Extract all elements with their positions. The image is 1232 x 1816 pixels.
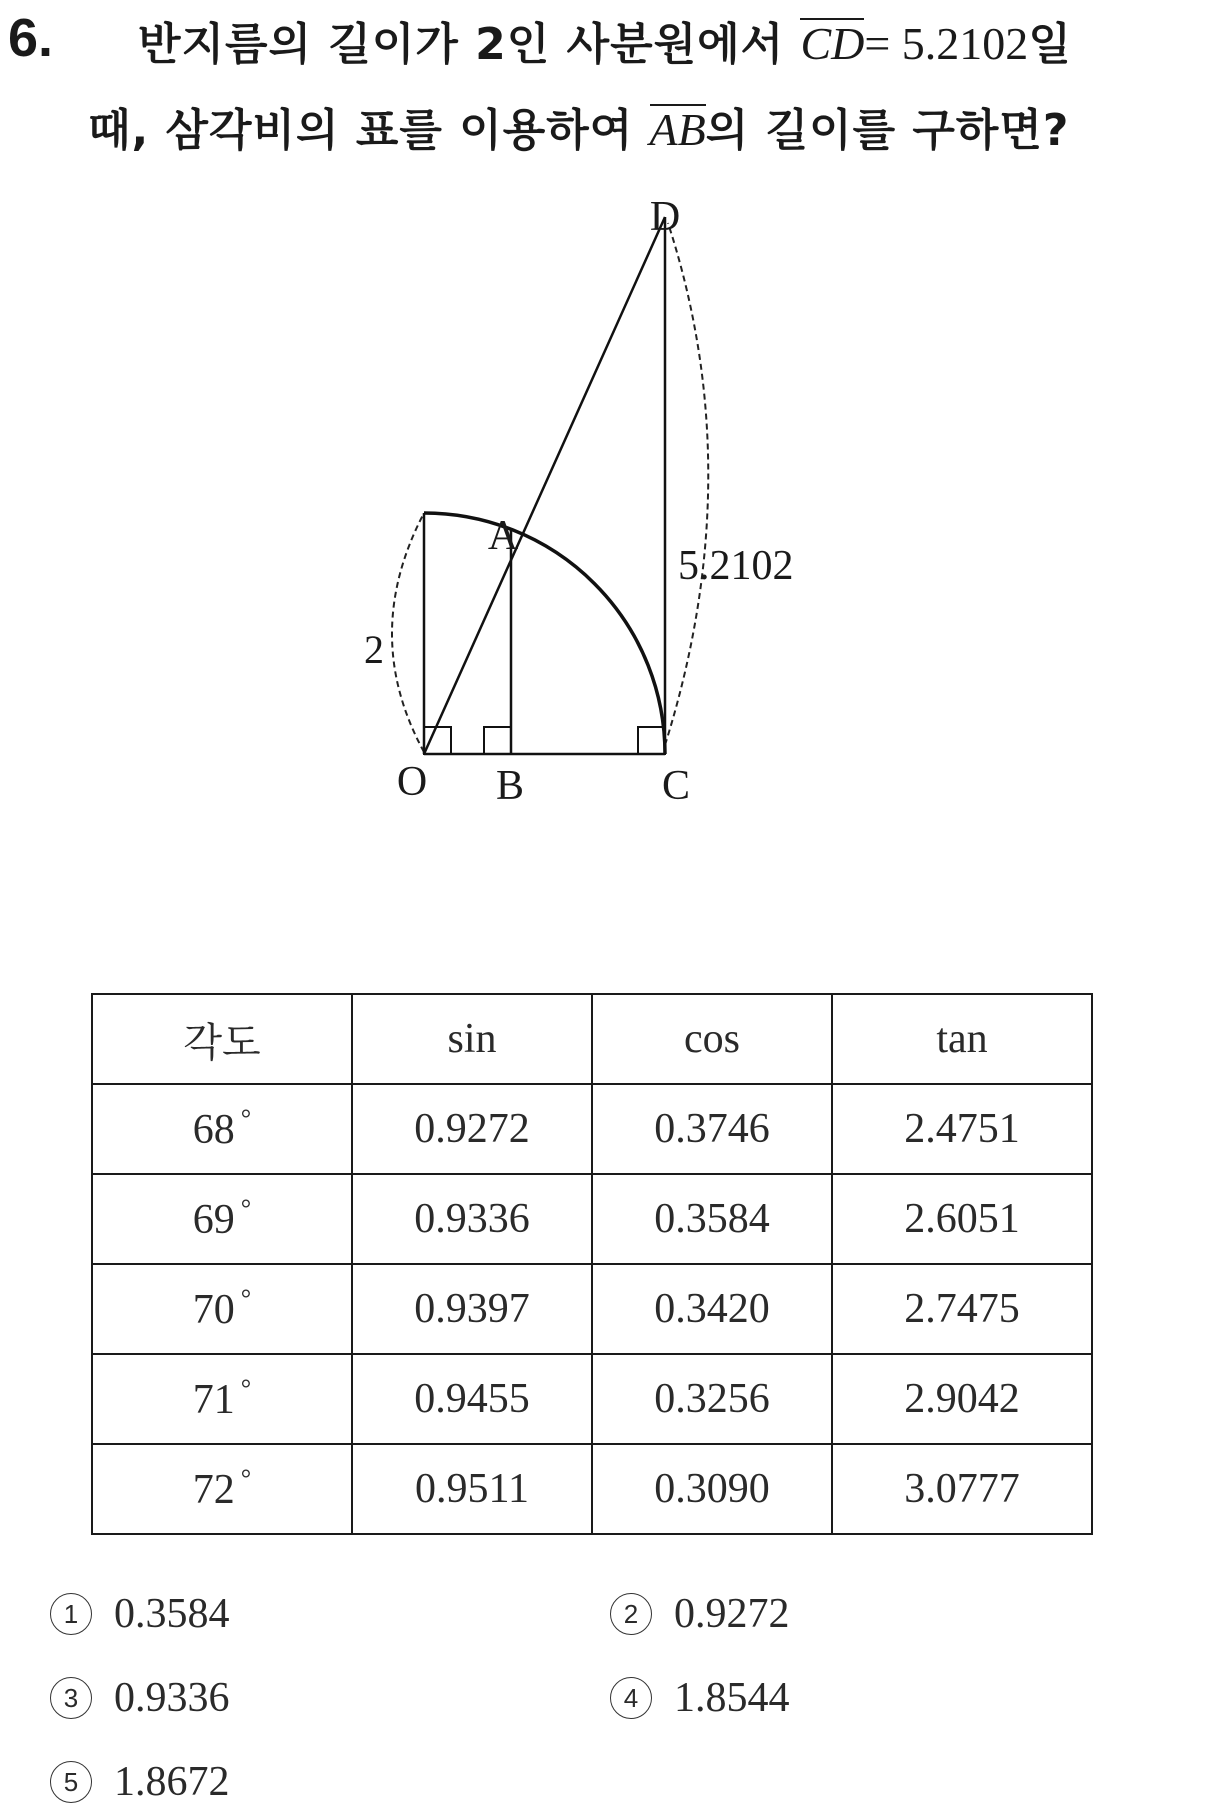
quarter-circle-arc	[424, 513, 665, 754]
trig-ratio-table	[91, 993, 1093, 1535]
sin-cell: 0.9272	[352, 1084, 592, 1174]
question-text-prefix: 반지름의 길이가 2인 사분원에서	[138, 19, 785, 70]
question-number: 6.	[8, 8, 54, 68]
angle-cell: 72 °	[92, 1444, 352, 1534]
cos-cell: 0.3584	[592, 1174, 832, 1264]
tan-cell: 2.6051	[832, 1174, 1092, 1264]
segment-cd-label: CD	[800, 18, 865, 69]
angle-cell: 70 °	[92, 1264, 352, 1354]
choice-value: 0.3584	[114, 1591, 230, 1637]
geometry-diagram	[330, 195, 870, 945]
sin-cell: 0.9511	[352, 1444, 592, 1534]
right-angle-b-marker	[484, 727, 511, 754]
choice-marker: 2	[610, 1593, 652, 1635]
table-row	[92, 1174, 1092, 1264]
choice-2[interactable]	[610, 1590, 790, 1638]
choice-5[interactable]	[50, 1758, 230, 1806]
cos-cell: 0.3746	[592, 1084, 832, 1174]
column-header-sin: sin	[352, 994, 592, 1084]
choice-marker: 1	[50, 1593, 92, 1635]
cos-cell: 0.3420	[592, 1264, 832, 1354]
sin-cell: 0.9336	[352, 1174, 592, 1264]
ab-expression	[650, 104, 706, 155]
segment-od	[424, 217, 665, 754]
label-radius: 2	[364, 627, 384, 672]
column-header-tan: tan	[832, 994, 1092, 1084]
cd-length-dashed-arc	[665, 223, 708, 745]
choice-marker: 3	[50, 1677, 92, 1719]
answer-choices	[50, 1590, 1200, 1810]
quarter-circle-figure	[330, 195, 870, 945]
tan-cell: 2.7475	[832, 1264, 1092, 1354]
question-text-suffix-2: 의 길이를 구하면?	[705, 105, 1070, 156]
cos-cell: 0.3256	[592, 1354, 832, 1444]
label-c: C	[661, 763, 691, 809]
table-row	[92, 1444, 1092, 1534]
radius-dashed-arc	[392, 513, 424, 752]
label-o: O	[396, 759, 428, 805]
column-header-angle: 각도	[92, 994, 352, 1084]
cos-cell: 0.3090	[592, 1444, 832, 1534]
question-text-prefix-2: 때, 삼각비의 표를 이용하여	[88, 105, 634, 156]
choice-value: 1.8672	[114, 1759, 230, 1805]
segment-ab-label: AB	[649, 104, 706, 155]
sin-cell: 0.9397	[352, 1264, 592, 1354]
tan-cell: 2.4751	[832, 1084, 1092, 1174]
table-header-row	[92, 994, 1092, 1084]
choice-3[interactable]	[50, 1674, 230, 1722]
angle-cell: 69 °	[92, 1174, 352, 1264]
table-row	[92, 1354, 1092, 1444]
choice-4[interactable]	[610, 1674, 790, 1722]
choice-marker: 4	[610, 1677, 652, 1719]
label-a: A	[487, 513, 519, 559]
angle-cell: 68 °	[92, 1084, 352, 1174]
table-row	[92, 1084, 1092, 1174]
label-cd-length: 5.2102	[678, 543, 794, 589]
question-text-suffix: 일	[1028, 19, 1072, 70]
choice-value: 0.9272	[674, 1591, 790, 1637]
label-d: D	[649, 195, 681, 240]
question-text-line-1	[138, 14, 1072, 75]
cd-value: = 5.2102	[864, 18, 1029, 69]
segment-ab-overline	[649, 104, 706, 155]
table-row	[92, 1264, 1092, 1354]
sin-cell: 0.9455	[352, 1354, 592, 1444]
question-text-line-2	[88, 100, 1069, 161]
angle-cell: 71 °	[92, 1354, 352, 1444]
tan-cell: 2.9042	[832, 1354, 1092, 1444]
choice-value: 1.8544	[674, 1675, 790, 1721]
tan-cell: 3.0777	[832, 1444, 1092, 1534]
choice-value: 0.9336	[114, 1675, 230, 1721]
column-header-cos: cos	[592, 994, 832, 1084]
label-b: B	[495, 763, 525, 809]
choice-1[interactable]	[50, 1590, 230, 1638]
right-angle-c-marker	[638, 727, 665, 754]
choice-marker: 5	[50, 1761, 92, 1803]
right-angle-o-marker	[424, 727, 451, 754]
segment-cd-overline	[800, 18, 865, 69]
cd-expression	[800, 18, 1028, 69]
